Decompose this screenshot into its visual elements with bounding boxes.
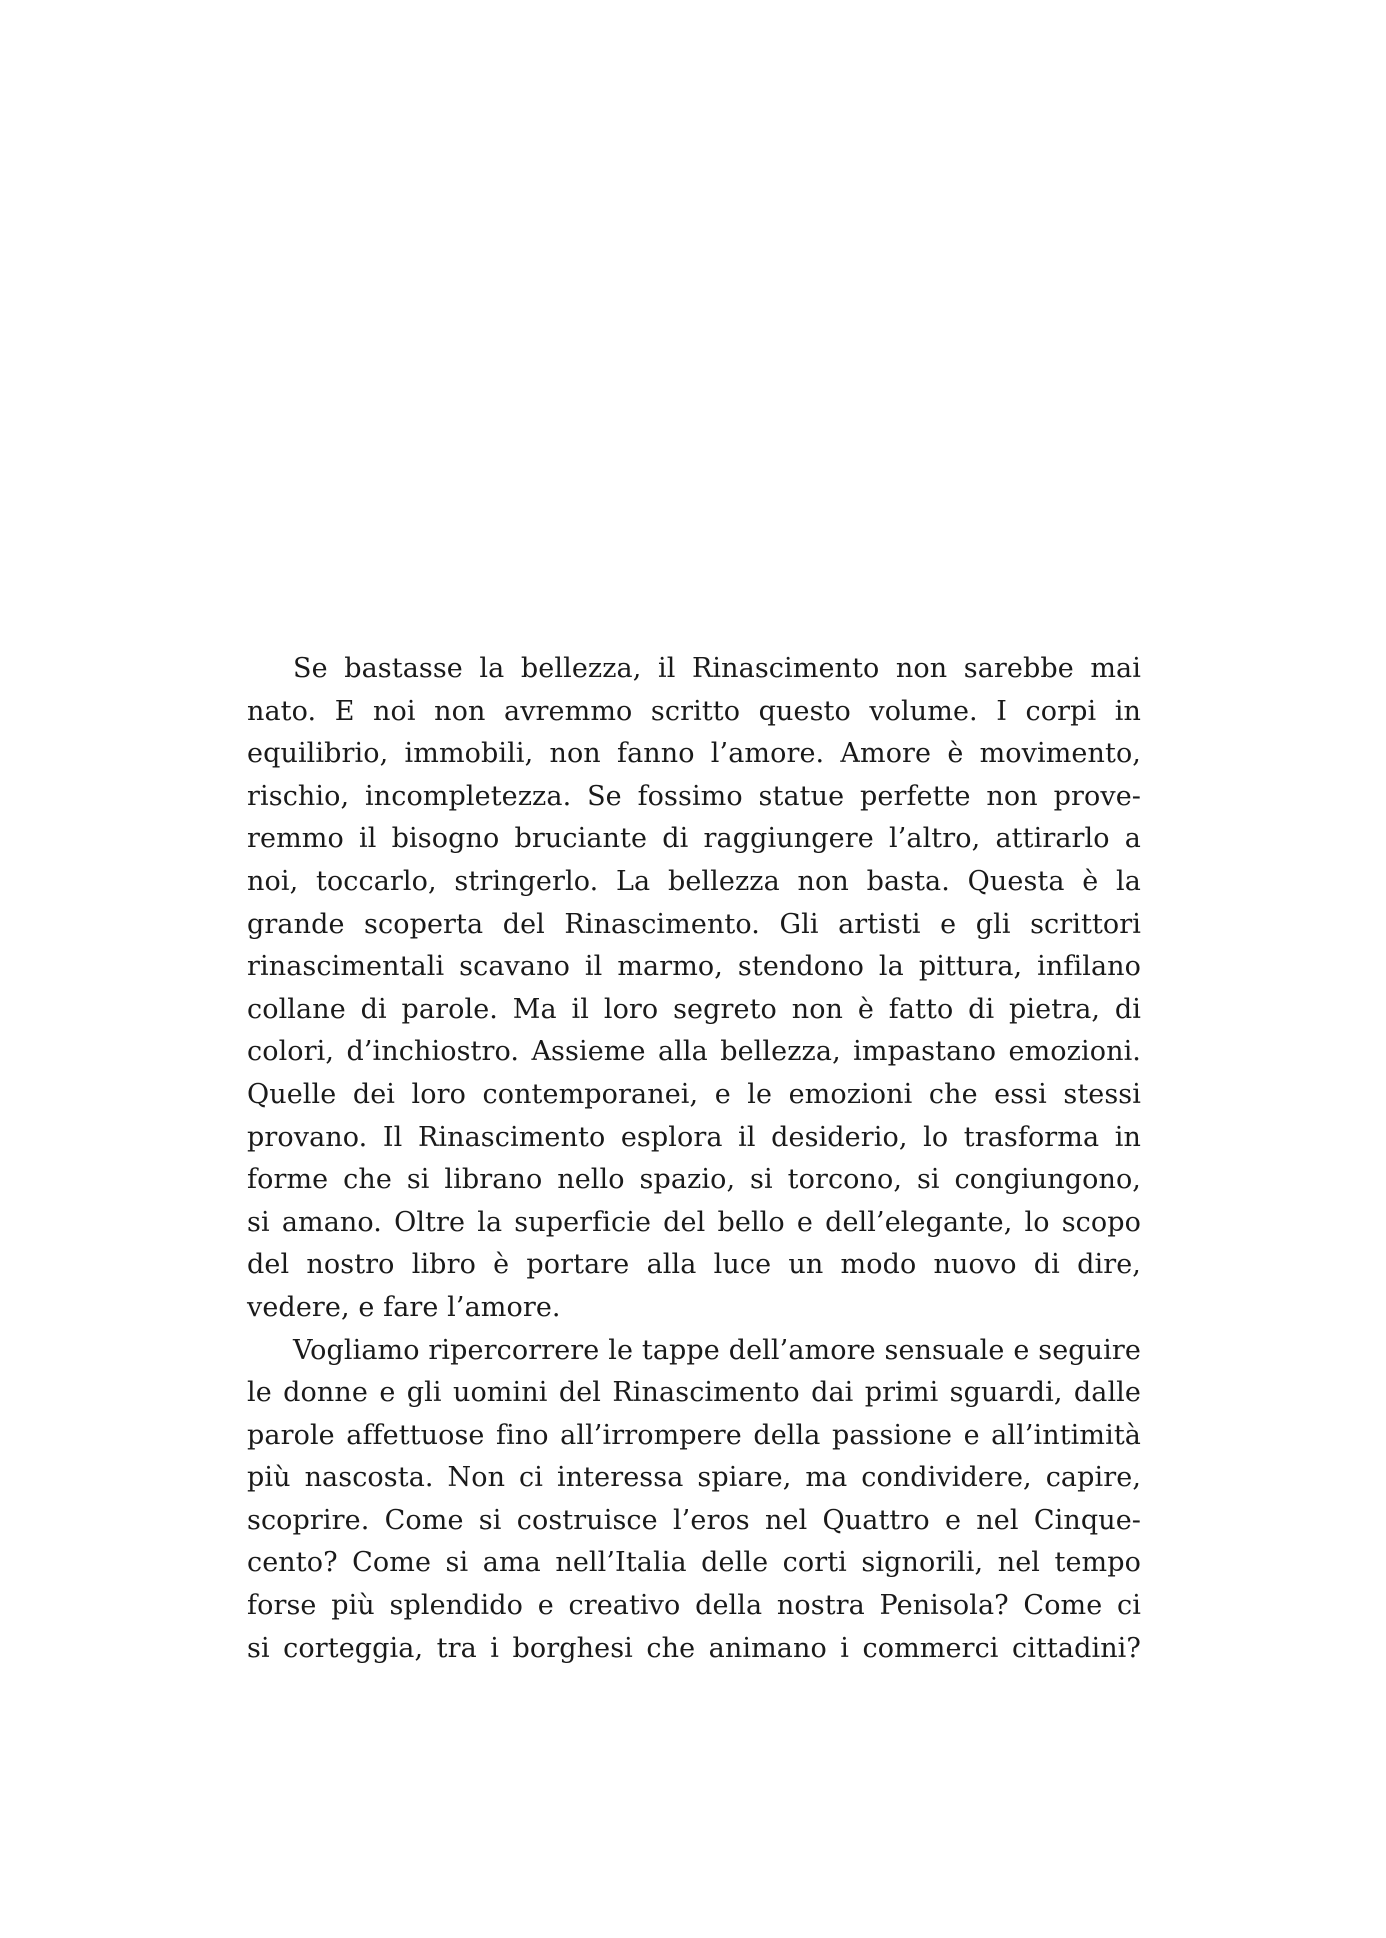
paragraph-1-line-1: Se bastasse la bellezza, il Rinascimento non sarebbe mai [293, 653, 1141, 684]
paragraph-1-line-12: provano. Il Rinascimento esplora il desiderio, lo trasforma in [247, 1121, 1141, 1153]
paragraph-2-line-3: parole affettuose fino all’irrompere della passione e all’intimità [247, 1419, 1141, 1451]
paragraph-1-line-5: remmo il bisogno bruciante di raggiungere l’altro, attirarlo a [247, 823, 1141, 855]
paragraph-1-line-8: rinascimentali scavano il marmo, stendono la pittura, infilano [247, 951, 1141, 983]
paragraph-2-line-8: si corteggia, tra i borghesi che animano i commerci cittadini? [247, 1632, 1141, 1664]
paragraph-1-line-4: rischio, incompletezza. Se fossimo statue perfette non prove- [247, 780, 1141, 812]
paragraph-1-line-11: Quelle dei loro contemporanei, e le emozioni che essi stessi [247, 1078, 1141, 1110]
paragraph-1-line-7: grande scoperta del Rinascimento. Gli artisti e gli scrittori [247, 908, 1141, 940]
paragraph-1-line-6: noi, toccarlo, stringerlo. La bellezza non basta. Questa è la [247, 865, 1141, 897]
body-text [247, 648, 1141, 1670]
paragraph-2-line-6: cento? Come si ama nell’Italia delle corti signorili, nel tempo [247, 1547, 1141, 1579]
paragraph-2-line-2: le donne e gli uomini del Rinascimento dai primi sguardi, dalle [247, 1377, 1141, 1409]
paragraph-1-line-2: nato. E noi non avremmo scritto questo volume. I corpi in [247, 695, 1141, 727]
paragraph-1-line-13: forme che si librano nello spazio, si torcono, si congiungono, [247, 1164, 1141, 1196]
paragraph-1-line-3: equilibrio, immobili, non fanno l’amore. Amore è movimento, [247, 738, 1141, 770]
paragraph-2-line-7: forse più splendido e creativo della nostra Penisola? Come ci [247, 1590, 1141, 1622]
paragraph-1-line-10: colori, d’inchiostro. Assieme alla bellezza, impastano emozioni. [247, 1036, 1141, 1068]
paragraph-2-line-1: Vogliamo ripercorrere le tappe dell’amore sensuale e seguire [293, 1334, 1141, 1366]
paragraph-1-line-16: vedere, e fare l’amore. [247, 1291, 561, 1323]
paragraph-1-line-15: del nostro libro è portare alla luce un modo nuovo di dire, [247, 1249, 1141, 1281]
paragraph-1-line-9: collane di parole. Ma il loro segreto non è fatto di pietra, di [247, 993, 1141, 1025]
paragraph-2-line-4: più nascosta. Non ci interessa spiare, ma condividere, capire, [247, 1462, 1141, 1494]
paragraph-2-line-5: scoprire. Come si costruisce l’eros nel Quattro e nel Cinque- [247, 1504, 1141, 1536]
paragraph-1-line-14: si amano. Oltre la superficie del bello e dell’elegante, lo scopo [247, 1206, 1141, 1238]
